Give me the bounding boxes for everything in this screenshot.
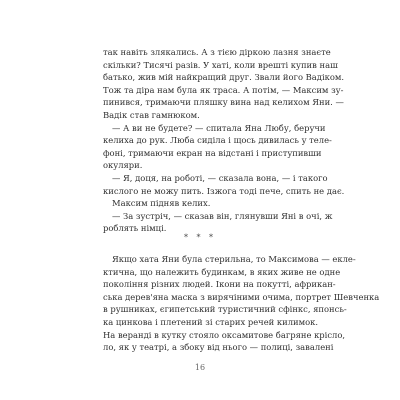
text-line: — А ви не будете? — спитала Яна Любу, беручи xyxy=(112,122,326,133)
text-line: — За зустріч, — сказав він, глянувши Яні в очі, ж xyxy=(112,210,333,221)
text-line: пинився, тримаючи пляшку вина над келихом Яни. — xyxy=(103,97,344,108)
text-line: Тож та діра нам була як траса. А потім, — Максим зу- xyxy=(103,84,344,95)
text-line: ська дерев'яна маска з вирячіними очима, портрет Шевченка xyxy=(103,291,380,302)
section-separator: * * * xyxy=(183,233,217,242)
text-line: На веранді в кутку стояло оксамитове багряне крісло, xyxy=(103,329,346,340)
text-line: в рушниках, єгипетський туристичний сфінкс, японсь- xyxy=(103,304,347,315)
text-line: покоління різних людей. Ікони на покутті, африкан- xyxy=(103,279,336,290)
page-number: 16 xyxy=(194,363,206,372)
text-line: Вадік став гамнюком. xyxy=(103,110,200,120)
text-line: Максим підняв келих. xyxy=(112,198,211,209)
text-line: батько, жив мій найкращий друг. Звали його Вадіком. xyxy=(103,72,345,83)
text-line: роблять німці. xyxy=(103,223,167,234)
text-line: окуляри. xyxy=(103,160,143,171)
text-line: ка цинкова і плетений зі старих речей килимок. xyxy=(103,317,319,327)
text-line: Якщо хата Яни була стерильна, то Максимова — екле- xyxy=(112,254,356,264)
text-line: кислого не можу пить. Ізжога тоді пече, спить не дає. xyxy=(103,185,345,196)
text-line: ло, як у театрі, а збоку від нього — полиці, завалені xyxy=(103,342,334,353)
text-line: фоні, тримаючи екран на відстані і приступивши xyxy=(103,147,322,158)
text-line: скільки? Тисячі разів. У хаті, коли врешті купив наш xyxy=(103,59,338,70)
text-line: ктична, що належить будинкам, в яких живе не одне xyxy=(103,266,341,277)
text-line: так навіть злякались. А з тією діркою лазня знаєте xyxy=(103,47,331,57)
text-line: — Я, доця, на роботі, — сказала вона, — і такого xyxy=(112,173,328,183)
text-line: келиха до рук. Люба сиділа і щось дивилась у телe- xyxy=(103,135,332,146)
